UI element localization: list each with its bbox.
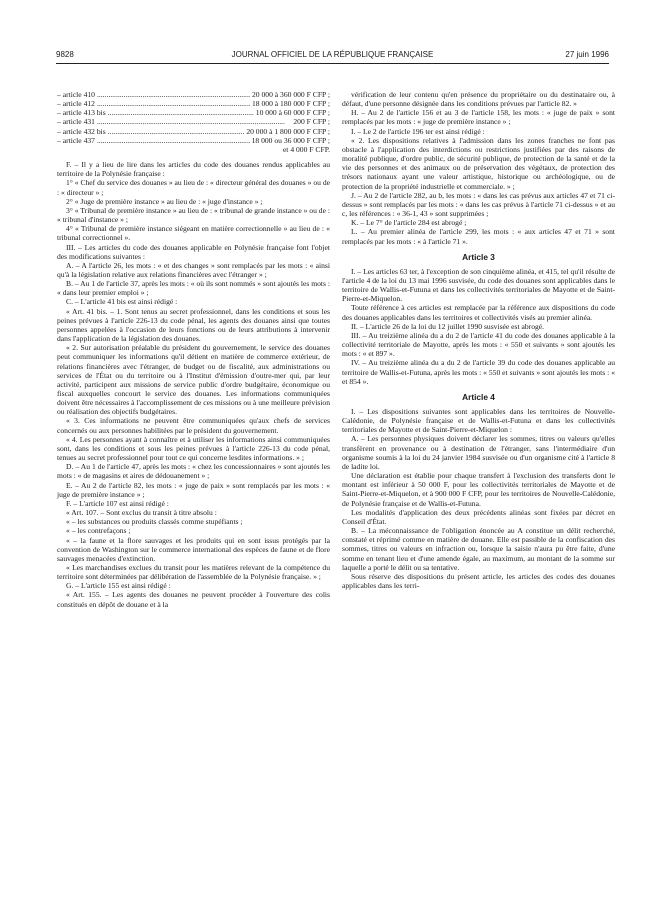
paragraph: Toute référence à ces articles est remplacée par la référence aux dispositions du code des douanes applicables dans les territoires et collectivités visés au premier alinéa. — [342, 303, 615, 322]
right-paragraphs-3 — [342, 407, 615, 590]
tariff-last-line: et 4 000 F CFP. — [282, 144, 330, 154]
right-column — [342, 90, 615, 590]
paragraph: B. – La méconnaissance de l'obligation énoncée au A constitue un délit recherché, constaté et réprimé comme en matière de douane. Elle est passible de la confiscation des sommes, titres ou valeurs en infraction ou, lorsque la saisie n'aura pu être faite, d'une somme en tenant lieu et d'une amende égale, au maximum, au montant de la somme sur laquelle a porté le délit ou sa tentative. — [342, 526, 615, 572]
leader-dots — [108, 108, 254, 117]
left-column — [57, 90, 330, 609]
tariff-list — [57, 90, 330, 145]
paragraph: A. – Les personnes physiques doivent déclarer les sommes, titres ou valeurs qu'elles transfèrent en provenance ou à destination de l'étranger, sans l'intermédiaire d'un organisme soumis à la loi du 24 janvier 1984 susvisée ou d'un organisme cité à l'article 8 de ladite loi. — [342, 434, 615, 471]
tariff-row — [57, 90, 330, 99]
paragraph: D. – Au 1 de l'article 47, après les mots : « chez les concessionnaires » sont ajoutés les mots : « de magasins et aires de dédouanement » ; — [57, 462, 330, 481]
leader-dots — [97, 90, 250, 99]
paragraph: 4° « Tribunal de première instance siégeant en matière correctionnelle » au lieu de : « tribunal correctionnel ». — [57, 224, 330, 243]
paragraph: B. – Au 1 de l'article 37, après les mots : « où ils sont nommés » sont ajoutés les mots : « dans leur premier emploi » ; — [57, 279, 330, 298]
article-3-heading: Article 3 — [462, 251, 495, 262]
tariff-article: – article 412 — [57, 99, 95, 109]
journal-title: JOURNAL OFFICIEL DE LA RÉPUBLIQUE FRANÇAISE — [231, 50, 434, 59]
paragraph: 3° « Tribunal de première instance » au lieu de : « tribunal de grande instance » ou de : « tribunal d'instance » ; — [57, 205, 330, 225]
paragraph: « Les marchandises exclues du transit pour les matières relevant de la compétence du territoire sont déterminées par délibération de l'assemblée de la Polynésie française. » ; — [57, 562, 330, 582]
tariff-article: – article 432 bis — [57, 126, 106, 136]
tariff-amount: 18 000 ou 36 000 F CFP ; — [251, 135, 330, 145]
tariff-row — [57, 136, 330, 145]
article-4-heading: Article 4 — [462, 391, 495, 402]
tariff-amount: 10 000 à 60 000 F CFP ; — [255, 108, 330, 118]
paragraph: « 3. Ces informations ne peuvent être communiquées qu'aux chefs de services concernés ou aux personnes habilitées par le président du gouvernement. — [57, 416, 330, 435]
paragraph: « Art. 41 bis. – 1. Sont tenus au secret professionnel, dans les conditions et sous les peines prévues à l'article 226-13 du code pénal, les agents des douanes ainsi que toutes personnes appelées à l'occasion de leurs fonctions ou de leurs attributions à intervenir dans l'application de la législation des douanes. — [57, 306, 330, 344]
tariff-amount: 18 000 à 180 000 F CFP ; — [252, 99, 330, 109]
paragraph: E. – Au 2 de l'article 82, les mots : « juge de paix » sont remplacés par les mots : « juge de première instance » ; — [57, 480, 330, 499]
paragraph: 2° « Juge de première instance » au lieu de : « juge d'instance » ; — [66, 196, 263, 206]
right-paragraphs-1 — [342, 90, 615, 246]
paragraph: « – les contrefaçons ; — [66, 526, 131, 536]
paragraph: « – la faune et la flore sauvages et les produits qui en sont issus protégés par la convention de Washington sur le commerce international des espèces de faune et de flore sauvages menacées d'extinction. — [57, 535, 330, 563]
paragraph: I. – Les articles 63 ter, à l'exception de son cinquième alinéa, et 415, tel qu'il résulte de l'article 4 de la loi du 13 mai 1996 susvisée, du code des douanes sont applicables dans le territoire de Wallis-et-Futuna et dans les collectivités territoriales de Mayotte et de Saint-Pierre-et-Miquelon. — [342, 266, 615, 304]
tariff-article: – article 431 — [57, 117, 95, 127]
tariff-article: – article 437 — [57, 135, 95, 145]
left-paragraphs — [57, 160, 330, 609]
paragraph: A. – A l'article 26, les mots : « et des changes » sont remplacés par les mots : « ainsi qu'à la législation relative aux relations financières avec l'étranger » ; — [57, 260, 330, 279]
leader-dots — [97, 99, 250, 108]
paragraph: « 4. Les personnes ayant à connaître et à utiliser les informations ainsi communiquées sont, dans les conditions et sous les peines prévues à l'article 226-13 du code pénal, tenues au secret professionnel pour tout ce qui concerne lesdites informations. » ; — [57, 434, 330, 463]
paragraph: « – les substances ou produits classés comme stupéfiants ; — [66, 517, 243, 527]
page-header — [56, 50, 609, 64]
leader-dots — [97, 117, 291, 126]
paragraph: K. – Le 7° de l'article 284 est abrogé ; — [351, 218, 467, 228]
paragraph: « Art. 155. – Les agents des douanes ne peuvent procéder à l'ouverture des colis constitués en dépôt de douane et à la — [57, 590, 330, 609]
paragraph: Les modalités d'application des deux précédents alinéas sont fixées par décret en Conseil d'État. — [342, 507, 615, 526]
paragraph: IV. – Au treizième alinéa du a du 2 de l'article 39 du code des douanes applicable au territoire de Wallis-et-Futuna, après les mots : « 550 et suivants » sont ajoutés les mots : « et 854 ». — [342, 358, 615, 386]
tariff-row — [57, 127, 330, 136]
paragraph: « 2. Les dispositions relatives à l'admission dans les zones franches ne font pas obstacle à l'application des interdictions ou restrictions justifiées par des raisons de moralité publique, d'ordre public, de sécurité publique, de protection de la santé et de la vie des personnes et des animaux ou de préservation des végétaux, de protection des trésors nationaux ayant une valeur artistique, historique ou archéologique, ou de protection de la propriété industrielle et commerciale. » ; — [342, 135, 615, 191]
paragraph: 1° « Chef du service des douanes » au lieu de : « directeur général des douanes » ou de : « directeur » ; — [57, 178, 330, 197]
paragraph: Une déclaration est établie pour chaque transfert à l'exclusion des transferts dont le montant est inférieur à 50 000 F, pour les collectivités territoriales de Mayotte et de Saint-Pierre-et-Miquelon, et à 900 000 F CFP, pour les territoires de Nouvelle-Calédonie, de Polynésie française et de Wallis-et-Futuna. — [342, 471, 615, 508]
leader-dots — [97, 136, 250, 145]
tariff-article: – article 413 bis — [57, 108, 106, 118]
paragraph: G. – L'article 155 est ainsi rédigé : — [66, 581, 171, 591]
header-rule — [56, 63, 609, 64]
tariff-article: – article 410 — [57, 90, 95, 99]
paragraph: vérification de leur contenu qu'en présence du propriétaire ou du destinataire ou, à défaut, d'une personne désignée dans les conditions prévues par l'article 82. » — [342, 90, 615, 109]
tariff-amount: 20 000 à 1 800 000 F CFP ; — [246, 126, 330, 136]
tariff-row — [57, 117, 330, 126]
paragraph: I. – Les dispositions suivantes sont applicables dans les territoires de Nouvelle-Calédonie, de Polynésie française et de Wallis-et-Futuna et dans les collectivités territoriales de Mayotte et de Saint-Pierre-et-Miquelon : — [342, 407, 615, 435]
paragraph: F. – L'article 107 est ainsi rédigé : — [66, 498, 169, 508]
tariff-amount: 200 F CFP ; — [293, 117, 330, 127]
paragraph: J. – Au 2 de l'article 282, au b, les mots : « dans les cas prévus aux articles 47 et 71 ci-dessus » sont remplacés par les mots : « dans les cas prévus à l'article 71 ci-dessus » et au c, les références : « 36-1, 43 » sont supprimées ; — [342, 190, 615, 219]
publication-date: 27 juin 1996 — [565, 50, 609, 59]
paragraph: II. – L'article 26 de la loi du 12 juillet 1990 susvisée est abrogé. — [351, 321, 545, 331]
paragraph: III. – Au treizième alinéa du a du 2 de l'article 41 du code des douanes applicable à la collectivité territoriale de Mayotte, après les mots : « 550 et suivants » sont ajoutés les mots : « et 897 ». — [342, 330, 615, 359]
tariff-amount: 20 000 à 360 000 F CFP ; — [252, 90, 330, 99]
paragraph: « 2. Sur autorisation préalable du président du gouvernement, le service des douanes peut communiquer les informations qu'il détient en matière de commerce extérieur, de relations financières avec l'étranger, de budget ou de fiscalité, aux administrations ou services de l'État ou du territoire ou à l'Institut d'émission d'outre-mer qui, par leur activité, participent aux missions de service public d'ordre budgétaire, économique ou fiscal auxquelles concourt le service des douanes. Les informations communiquées doivent être nécessaires à l'accomplissement de ces missions ou à une meilleure prévision ou réalisation des objectifs budgétaires. — [57, 343, 330, 417]
tariff-row — [57, 99, 330, 108]
paragraph: « Art. 107. – Sont exclus du transit à titre absolu : — [66, 508, 217, 518]
paragraph: C. – L'article 41 bis est ainsi rédigé : — [66, 297, 178, 307]
leader-dots — [108, 127, 245, 136]
page-number: 9828 — [56, 50, 74, 59]
paragraph: F. – Il y a lieu de lire dans les articles du code des douanes rendus applicables au territoire de la Polynésie française : — [57, 160, 330, 179]
paragraph: I. – Le 2 de l'article 196 ter est ainsi rédigé : — [351, 126, 485, 136]
paragraph: III. – Les articles du code des douanes applicable en Polynésie française font l'objet des modifications suivantes : — [57, 242, 330, 261]
paragraph: L. – Au premier alinéa de l'article 299, les mots : « aux articles 47 et 71 » sont remplacés par les mots : « à l'article 71 ». — [342, 227, 615, 246]
tariff-row — [57, 108, 330, 117]
paragraph: Sous réserve des dispositions du présent article, les articles des codes des douanes applicables dans les terri- — [342, 571, 615, 590]
right-paragraphs-2 — [342, 267, 615, 386]
paragraph: H. – Au 2 de l'article 156 et au 3 de l'article 158, les mots : « juge de paix » sont remplacés par les mots : « juge de première instance » ; — [342, 108, 615, 127]
